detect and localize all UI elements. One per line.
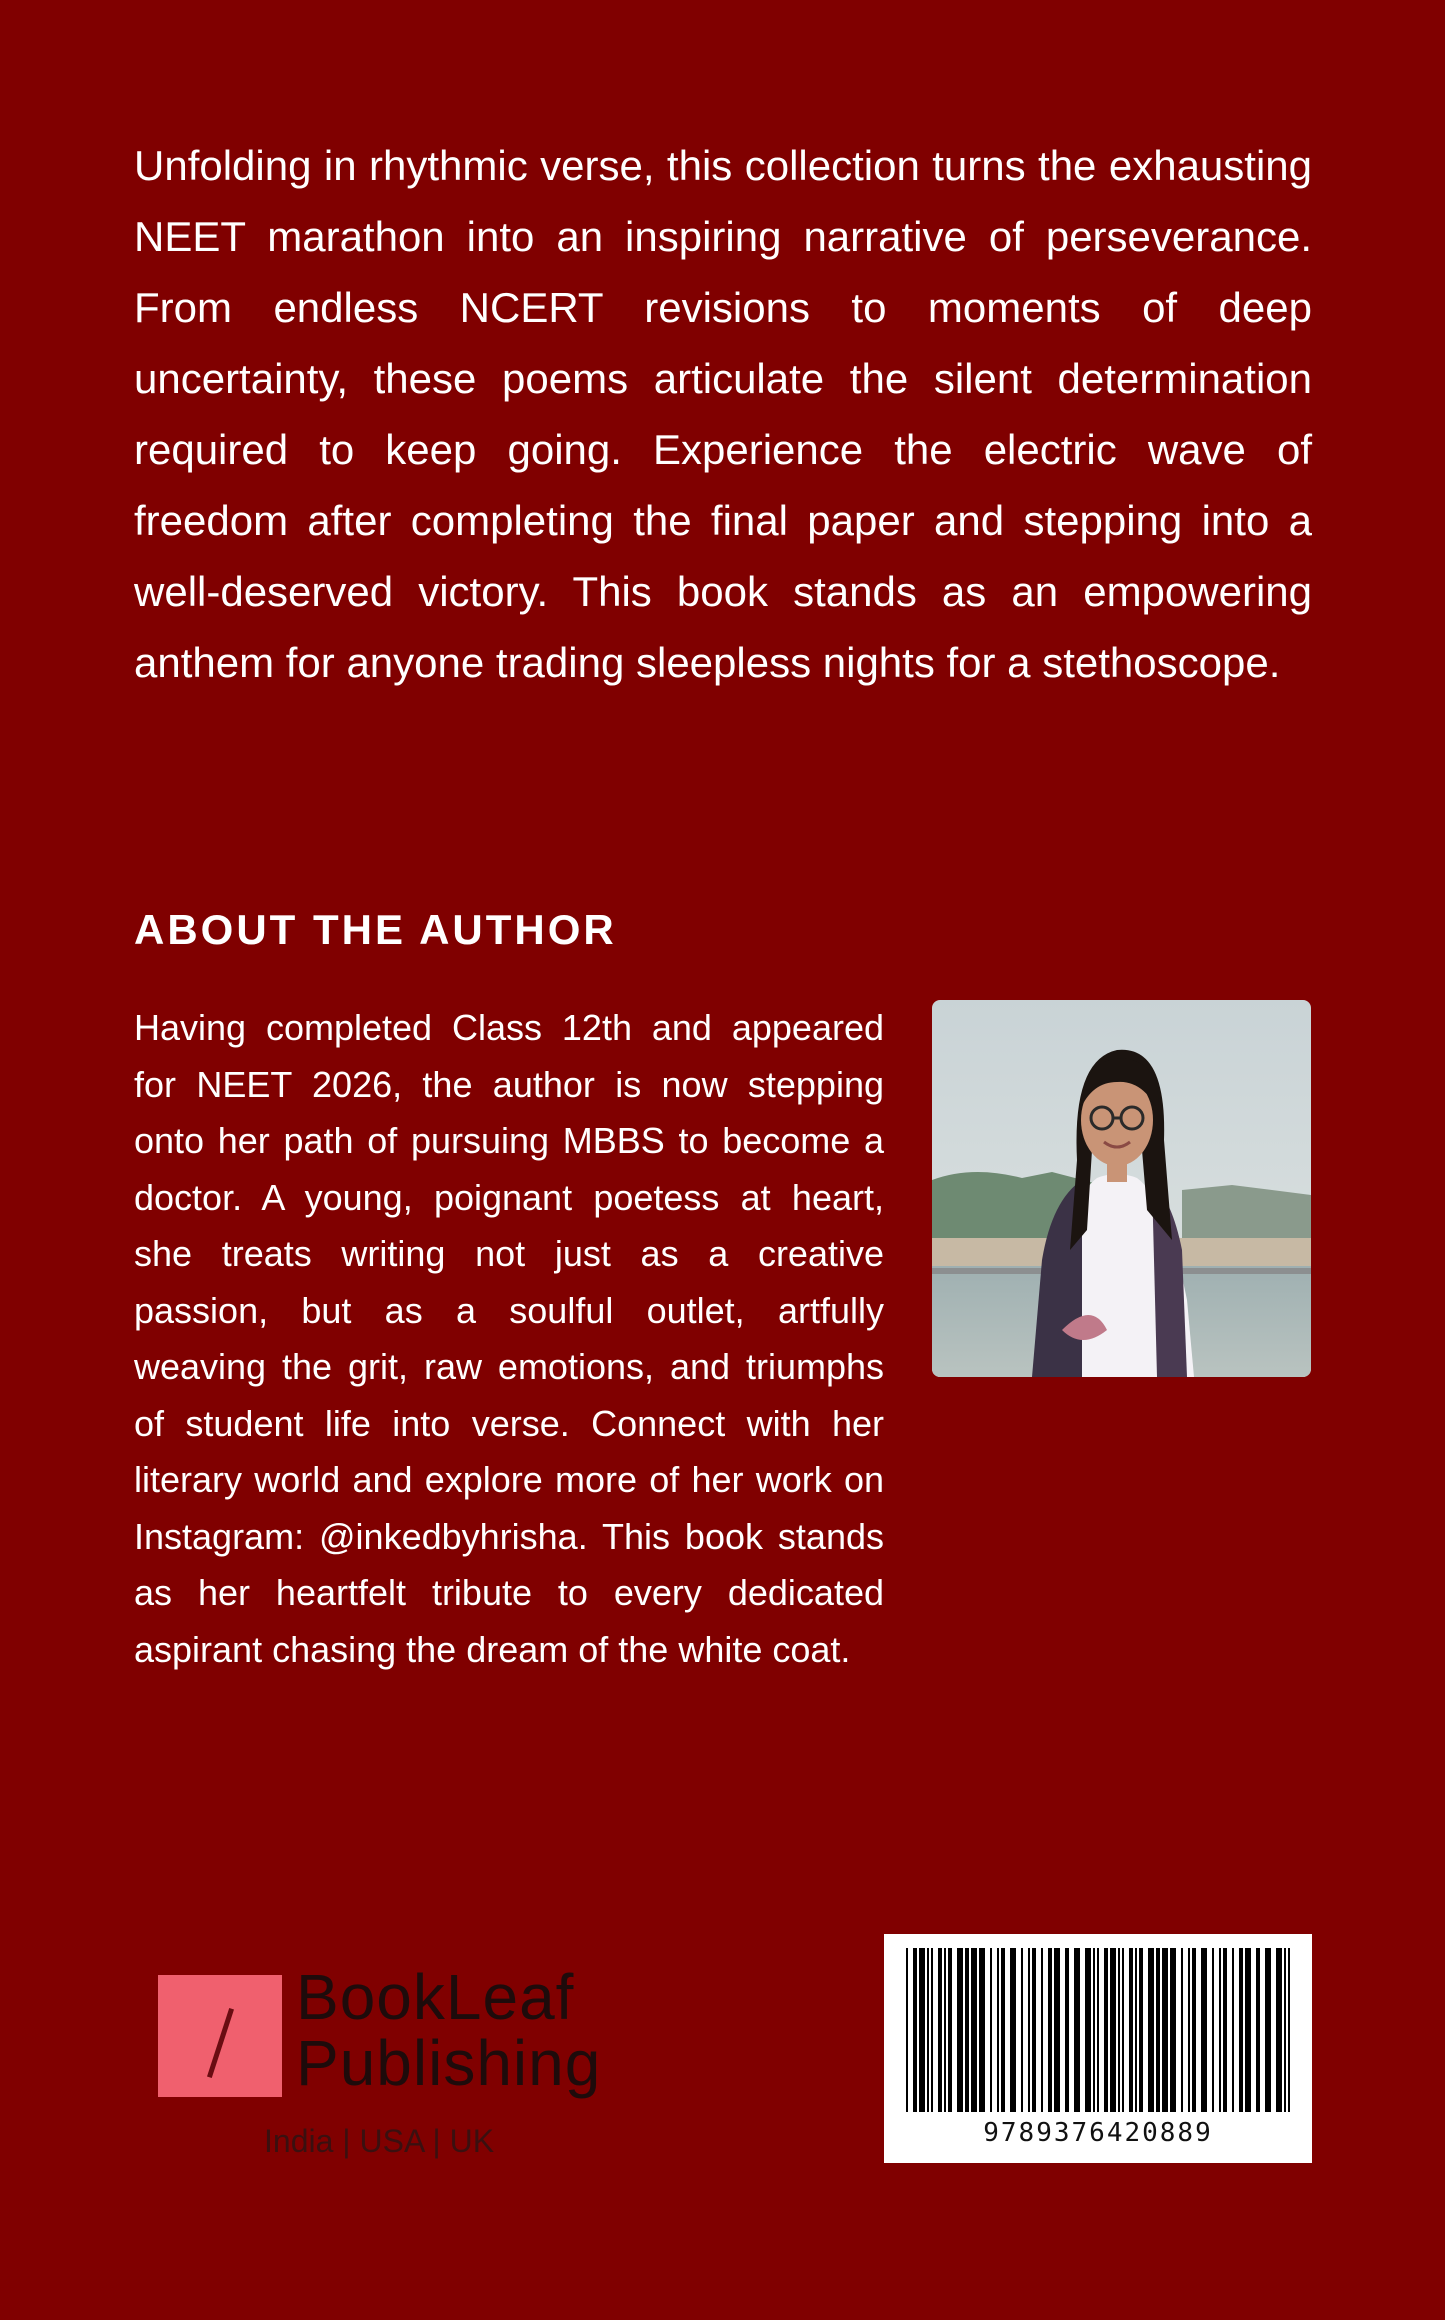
author-photo [932,1000,1311,1377]
barcode-bar [1201,1948,1207,2112]
barcode-bar [1181,1948,1183,2112]
barcode-bar [1162,1948,1168,2112]
barcode-bar [1265,1948,1271,2112]
barcode-bar [1085,1948,1091,2112]
barcode-bar [948,1948,952,2112]
slash-icon [207,2008,234,2078]
barcode-bar [1110,1948,1116,2112]
barcode-bar [957,1948,963,2112]
barcode-bar [1256,1948,1260,2112]
barcode-bar [965,1948,969,2112]
barcode-bar [1032,1948,1036,2112]
barcode-bar [906,1948,908,2112]
barcode-bar [971,1948,977,2112]
barcode-bar [1054,1948,1060,2112]
about-author-text: Having completed Class 12th and appeared for NEET 2026, the author is now stepping onto her path of pursuing MBBS to become a doctor. A young, poignant poetess at heart, she treats writing not just as a creative passion, but as a soulful outlet, artfully weaving the grit, raw emotions, and triumphs of student life into verse. Connect with her literary world and explore more of her work on Instagram: @inkedbyhrisha. This book stands as her heartfelt tribute to every dedicated aspirant chasing the dream of the white coat. [134,1007,884,1670]
back-cover-blurb: Unfolding in rhythmic verse, this collection turns the exhausting NEET marathon into an inspiring narrative of perseverance. From endless NCERT revisions to moments of deep uncertainty, these poems articulate the silent determination required to keep going. Experience the electric wave of freedom after completing the final paper and stepping into a well-deserved victory. This book stands as an empowering anthem for anyone trading sleepless nights for a stethoscope. [134,142,1312,686]
barcode-bar [1135,1948,1137,2112]
barcode-bar [1097,1948,1099,2112]
barcode-bar [1104,1948,1108,2112]
barcode-bar [1170,1948,1176,2112]
barcode-bar [1148,1948,1154,2112]
barcode-bar [997,1948,999,2112]
barcode-bar [1001,1948,1005,2112]
barcode-bar [1093,1948,1095,2112]
barcode-bar [1048,1948,1052,2112]
isbn-number: 9789376420889 [983,2118,1213,2148]
logo-mark [158,1975,282,2097]
publisher-name [296,1961,602,2099]
barcode-bar [1284,1948,1286,2112]
barcode-bar [1041,1948,1043,2112]
barcode-bar [1239,1948,1243,2112]
barcode-bar [990,1948,992,2112]
publisher-regions: India | USA | UK [264,2123,495,2159]
barcode-bar [1245,1948,1251,2112]
barcode-bar [1288,1948,1290,2112]
barcode-bar [1212,1948,1214,2112]
barcode-bar [979,1948,985,2112]
barcode-bar [1219,1948,1221,2112]
barcode-bar [1010,1948,1016,2112]
publisher-name-line2: Publishing [296,2027,602,2099]
barcode-bar [1276,1948,1282,2112]
isbn-barcode [884,1934,1312,2163]
publisher-name-line1: BookLeaf [296,1961,575,2033]
barcode-bar [938,1948,942,2112]
barcode-bar [919,1948,925,2112]
barcode-bar [1028,1948,1030,2112]
about-author-heading: ABOUT THE AUTHOR [134,906,617,953]
barcode-bar [1232,1948,1234,2112]
barcode-bar [931,1948,933,2112]
barcode-bar [1074,1948,1080,2112]
barcode-bar [913,1948,917,2112]
barcode-bar [1065,1948,1069,2112]
barcode-bar [1188,1948,1190,2112]
bookleaf-publishing-logo [158,1961,618,2168]
barcode-bar [1156,1948,1160,2112]
barcode-bar [1192,1948,1196,2112]
barcode-bar [1122,1948,1124,2112]
barcode-bars [902,1948,1294,2112]
barcode-bar [1021,1948,1023,2112]
barcode-bar [1118,1948,1120,2112]
barcode-bar [1139,1948,1143,2112]
barcode-bar [1129,1948,1133,2112]
barcode-bar [927,1948,929,2112]
barcode-bar [1223,1948,1227,2112]
barcode-bar [944,1948,946,2112]
